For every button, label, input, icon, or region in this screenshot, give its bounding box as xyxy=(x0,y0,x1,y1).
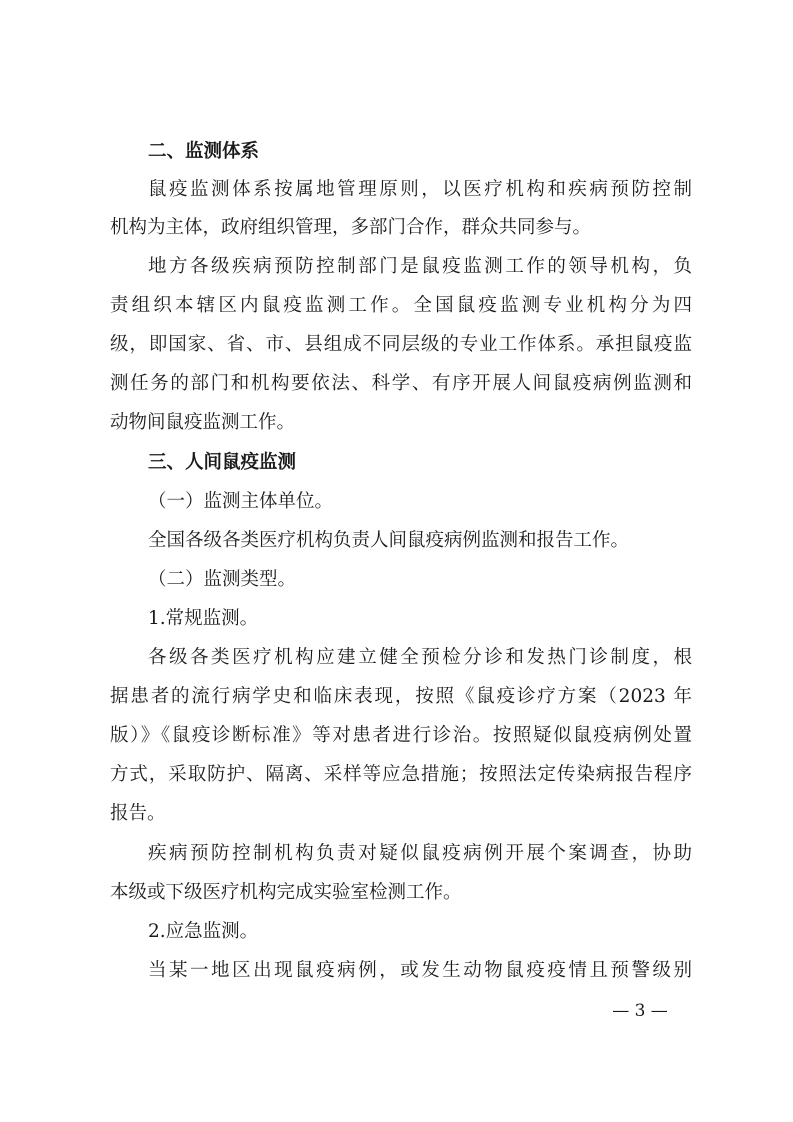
paragraph-line: 方式，采取防护、隔离、采样等应急措施；按照法定传染病报告程序 xyxy=(110,764,692,785)
paragraph-line: 责组织本辖区内鼠疫监测工作。全国鼠疫监测专业机构分为四 xyxy=(110,295,692,316)
subsection-heading: 1.常规监测。 xyxy=(148,608,259,629)
paragraph-line: 测任务的部门和机构要依法、科学、有序开展人间鼠疫病例监测和 xyxy=(110,373,692,394)
paragraph-line: 级，即国家、省、市、县组成不同层级的专业工作体系。承担鼠疫监 xyxy=(110,334,692,355)
paragraph-line: 各级各类医疗机构应建立健全预检分诊和发热门诊制度，根 xyxy=(148,647,692,668)
section-heading-monitoring-system: 二、监测体系 xyxy=(148,141,260,162)
subsection-heading: （二）监测类型。 xyxy=(148,569,297,590)
paragraph-line: 动物间鼠疫监测工作。 xyxy=(110,412,296,433)
paragraph-line: 全国各级各类医疗机构负责人间鼠疫病例监测和报告工作。 xyxy=(148,530,630,551)
paragraph-line: 地方各级疾病预防控制部门是鼠疫监测工作的领导机构，负 xyxy=(148,256,692,277)
paragraph-line: 机构为主体，政府组织管理，多部门合作，群众共同参与。 xyxy=(110,217,592,238)
paragraph-line: 据患者的流行病学史和临床表现，按照《鼠疫诊疗方案（2023 年 xyxy=(110,686,692,707)
paragraph-line: 鼠疫监测体系按属地管理原则，以医疗机构和疾病预防控制 xyxy=(148,179,692,200)
paragraph-line: 本级或下级医疗机构完成实验室检测工作。 xyxy=(110,882,462,903)
subsection-heading: （一）监测主体单位。 xyxy=(148,491,334,512)
section-heading-human-plague: 三、人间鼠疫监测 xyxy=(148,452,297,473)
paragraph-line: 当某一地区出现鼠疫病例，或发生动物鼠疫疫情且预警级别 xyxy=(148,960,692,981)
paragraph-line: 疾病预防控制机构负责对疑似鼠疫病例开展个案调查，协助 xyxy=(148,843,692,864)
paragraph-line: 报告。 xyxy=(110,803,166,824)
subsection-heading: 2.应急监测。 xyxy=(148,921,259,942)
paragraph-line: 版）》《鼠疫诊断标准》等对患者进行诊治。按照疑似鼠疫病例处置 xyxy=(110,725,692,746)
page-number: — 3 — xyxy=(612,1001,668,1021)
